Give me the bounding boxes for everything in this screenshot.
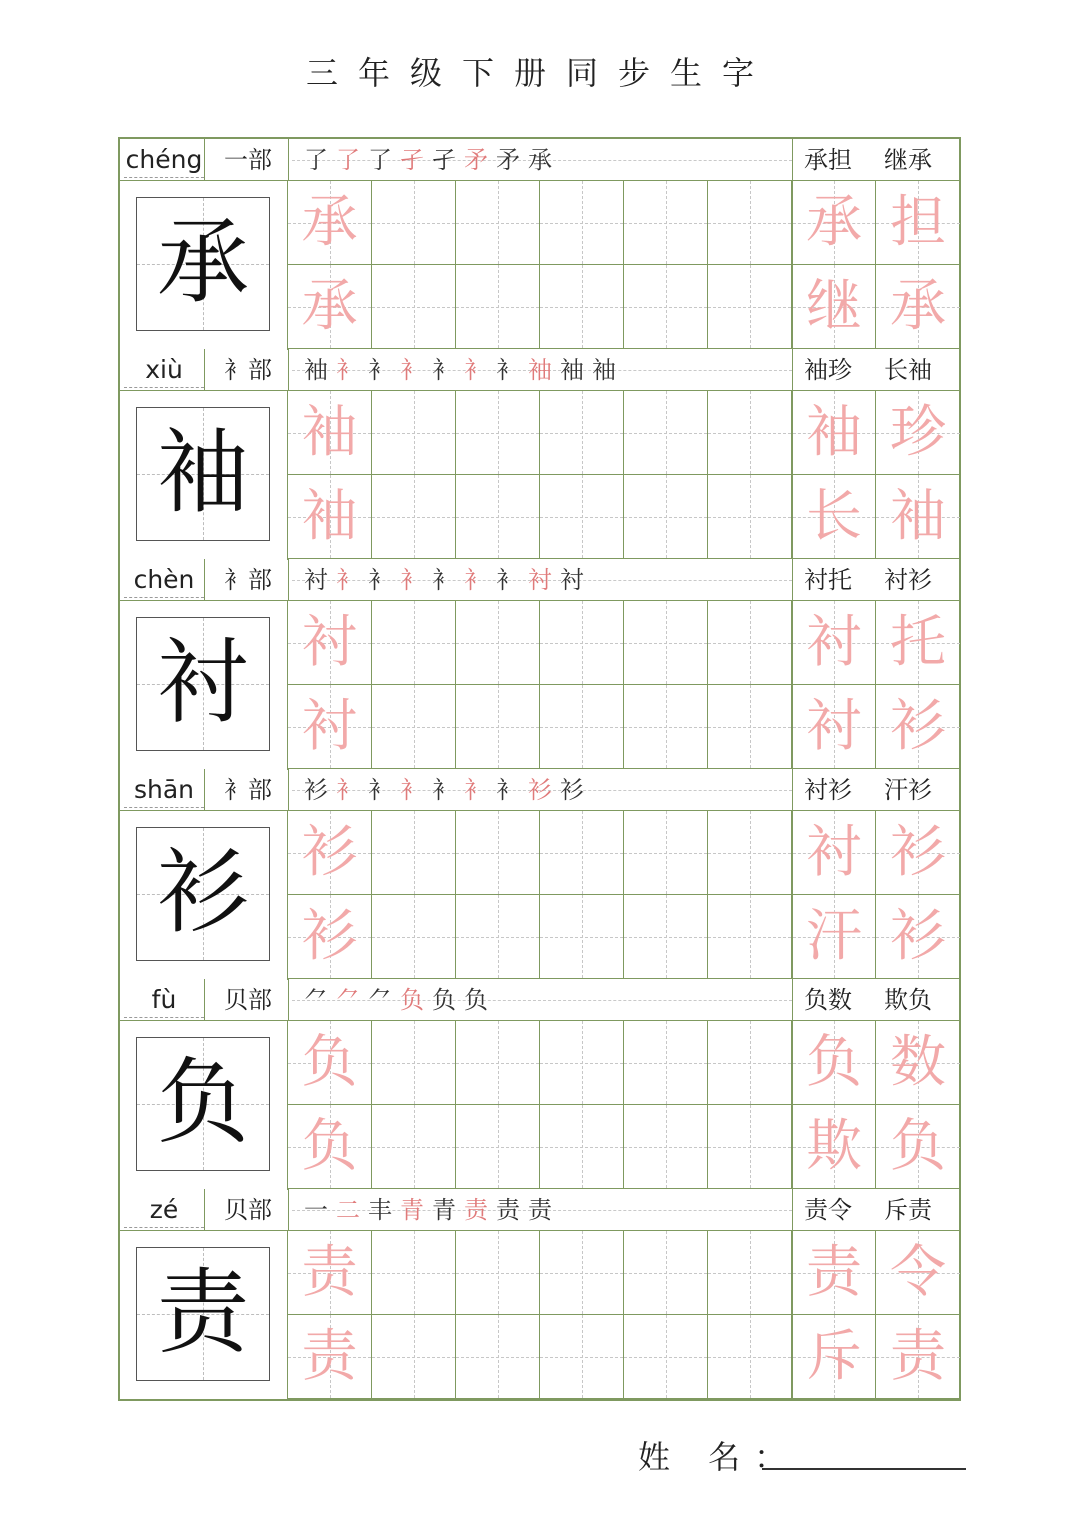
stroke-step: 衬 bbox=[304, 566, 334, 594]
practice-cell[interactable] bbox=[708, 1315, 792, 1399]
model-character-area bbox=[120, 391, 288, 560]
practice-cell[interactable] bbox=[708, 475, 792, 559]
stroke-step: 衤 bbox=[400, 566, 430, 594]
practice-cell[interactable] bbox=[624, 811, 708, 895]
character-block bbox=[120, 979, 959, 1190]
character-block bbox=[120, 349, 959, 560]
model-character: 负 bbox=[156, 1049, 249, 1156]
trace-character: 衬 bbox=[301, 694, 358, 759]
practice-cell[interactable] bbox=[540, 1231, 624, 1315]
trace-word-character: 衫 bbox=[890, 904, 946, 969]
pinyin-label: fù bbox=[124, 982, 204, 1018]
practice-cell[interactable] bbox=[708, 685, 792, 769]
trace-character: 负 bbox=[301, 1030, 358, 1095]
word-list bbox=[796, 559, 959, 601]
stroke-step: 丰 bbox=[368, 1196, 398, 1224]
practice-cell[interactable] bbox=[372, 391, 456, 475]
stroke-step: 负 bbox=[432, 986, 462, 1014]
trace-word-character: 汗 bbox=[806, 904, 862, 969]
practice-cell[interactable] bbox=[372, 475, 456, 559]
practice-cell[interactable] bbox=[624, 1315, 708, 1399]
trace-character: 负 bbox=[301, 1114, 358, 1179]
model-character-box bbox=[136, 827, 270, 961]
practice-cell[interactable] bbox=[456, 601, 540, 685]
practice-cell[interactable] bbox=[792, 265, 876, 349]
trace-word-character: 衫 bbox=[890, 820, 946, 885]
name-label: 姓 名： bbox=[638, 1438, 801, 1476]
practice-cell[interactable] bbox=[372, 1105, 456, 1189]
stroke-step: 青 bbox=[400, 1196, 430, 1224]
practice-cell[interactable] bbox=[708, 265, 792, 349]
word-2: 衬衫 bbox=[884, 566, 932, 594]
practice-cell[interactable] bbox=[288, 1231, 372, 1315]
stroke-step: 衫 bbox=[560, 776, 590, 804]
model-character-area bbox=[120, 181, 288, 350]
stroke-order bbox=[292, 559, 792, 601]
trace-character: 责 bbox=[301, 1240, 358, 1305]
word-2: 欺负 bbox=[884, 986, 932, 1014]
practice-cell[interactable] bbox=[624, 1231, 708, 1315]
stroke-step: ⺈ bbox=[304, 986, 334, 1014]
practice-cell[interactable] bbox=[876, 181, 960, 265]
practice-cell[interactable] bbox=[792, 181, 876, 265]
stroke-step: 了 bbox=[336, 146, 366, 174]
stroke-step: 袖 bbox=[304, 356, 334, 384]
word-1: 衬衫 bbox=[804, 776, 852, 804]
word-1: 衬托 bbox=[804, 566, 852, 594]
practice-cell[interactable] bbox=[792, 475, 876, 559]
practice-cell[interactable] bbox=[624, 475, 708, 559]
practice-cell[interactable] bbox=[540, 181, 624, 265]
model-character: 承 bbox=[156, 209, 249, 316]
trace-word-character: 数 bbox=[890, 1030, 946, 1095]
practice-cell[interactable] bbox=[540, 475, 624, 559]
practice-cell[interactable] bbox=[624, 265, 708, 349]
practice-cell[interactable] bbox=[372, 895, 456, 979]
practice-cell[interactable] bbox=[456, 1231, 540, 1315]
stroke-step: 负 bbox=[464, 986, 494, 1014]
practice-cell[interactable] bbox=[876, 391, 960, 475]
trace-word-character: 令 bbox=[890, 1240, 946, 1305]
practice-cell[interactable] bbox=[708, 811, 792, 895]
stroke-step: 矛 bbox=[496, 146, 526, 174]
stroke-step: 衤 bbox=[400, 356, 430, 384]
radical-label: 贝部 bbox=[224, 986, 272, 1014]
stroke-step: 袖 bbox=[528, 356, 558, 384]
stroke-step: 衤 bbox=[432, 776, 462, 804]
trace-character: 袖 bbox=[301, 400, 358, 465]
trace-word-character: 担 bbox=[890, 190, 946, 255]
word-list bbox=[796, 1189, 959, 1231]
stroke-step: 衤 bbox=[368, 776, 398, 804]
stroke-step: 衤 bbox=[496, 566, 526, 594]
stroke-step: 衤 bbox=[336, 776, 366, 804]
word-list bbox=[796, 979, 959, 1021]
trace-word-character: 斥 bbox=[806, 1324, 862, 1389]
practice-cell[interactable] bbox=[792, 685, 876, 769]
practice-cell[interactable] bbox=[288, 895, 372, 979]
practice-cell[interactable] bbox=[624, 685, 708, 769]
character-block bbox=[120, 559, 959, 770]
practice-cell[interactable] bbox=[876, 601, 960, 685]
pinyin-label: chèn bbox=[124, 562, 204, 598]
model-character-box bbox=[136, 617, 270, 751]
practice-cell[interactable] bbox=[876, 811, 960, 895]
model-character-area bbox=[120, 811, 288, 980]
practice-cell[interactable] bbox=[456, 811, 540, 895]
stroke-step: 了 bbox=[368, 146, 398, 174]
trace-character: 承 bbox=[301, 190, 358, 255]
practice-cell[interactable] bbox=[792, 1105, 876, 1189]
stroke-step: 衬 bbox=[528, 566, 558, 594]
practice-cell[interactable] bbox=[288, 1315, 372, 1399]
stroke-order bbox=[292, 349, 792, 391]
character-block bbox=[120, 769, 959, 980]
header-row bbox=[120, 559, 959, 601]
practice-cell[interactable] bbox=[456, 1105, 540, 1189]
word-1: 袖珍 bbox=[804, 356, 852, 384]
practice-cell[interactable] bbox=[372, 1315, 456, 1399]
practice-cell[interactable] bbox=[624, 181, 708, 265]
practice-cell[interactable] bbox=[876, 475, 960, 559]
practice-cell[interactable] bbox=[624, 1021, 708, 1105]
word-2: 继承 bbox=[884, 146, 932, 174]
stroke-step: 衤 bbox=[368, 356, 398, 384]
practice-cell[interactable] bbox=[372, 811, 456, 895]
practice-cell[interactable] bbox=[876, 265, 960, 349]
practice-cell[interactable] bbox=[624, 601, 708, 685]
stroke-step: ⺈ bbox=[336, 986, 366, 1014]
model-character-box bbox=[136, 407, 270, 541]
stroke-step: 衤 bbox=[432, 566, 462, 594]
name-input-line[interactable] bbox=[762, 1468, 966, 1470]
trace-character: 责 bbox=[301, 1324, 358, 1389]
trace-word-character: 托 bbox=[890, 610, 946, 675]
practice-cell[interactable] bbox=[372, 265, 456, 349]
practice-cell[interactable] bbox=[456, 475, 540, 559]
practice-cell[interactable] bbox=[876, 685, 960, 769]
practice-cell[interactable] bbox=[372, 1021, 456, 1105]
word-2: 长袖 bbox=[884, 356, 932, 384]
stroke-step: 衤 bbox=[336, 566, 366, 594]
word-list bbox=[796, 139, 959, 181]
practice-cell[interactable] bbox=[792, 811, 876, 895]
model-character-area bbox=[120, 601, 288, 770]
pinyin-label: zé bbox=[124, 1192, 204, 1228]
practice-cell[interactable] bbox=[372, 685, 456, 769]
model-character-box bbox=[136, 1247, 270, 1381]
radical-label: 贝部 bbox=[224, 1196, 272, 1224]
stroke-step: 承 bbox=[528, 146, 558, 174]
stroke-step: 衤 bbox=[400, 776, 430, 804]
trace-word-character: 欺 bbox=[806, 1114, 862, 1179]
stroke-step: 责 bbox=[496, 1196, 526, 1224]
trace-word-character: 衬 bbox=[806, 694, 862, 759]
word-1: 负数 bbox=[804, 986, 852, 1014]
word-1: 承担 bbox=[804, 146, 852, 174]
practice-cell[interactable] bbox=[792, 391, 876, 475]
trace-word-character: 负 bbox=[806, 1030, 862, 1095]
practice-cell[interactable] bbox=[540, 601, 624, 685]
practice-cell[interactable] bbox=[288, 475, 372, 559]
stroke-step: 衤 bbox=[464, 566, 494, 594]
pinyin-label: shān bbox=[124, 772, 204, 808]
stroke-step: 衤 bbox=[464, 776, 494, 804]
trace-word-character: 衫 bbox=[890, 694, 946, 759]
header-row bbox=[120, 139, 959, 181]
stroke-order bbox=[292, 979, 792, 1021]
practice-cell[interactable] bbox=[456, 391, 540, 475]
pinyin-label: chéng bbox=[124, 142, 204, 178]
practice-cell[interactable] bbox=[540, 1315, 624, 1399]
stroke-step: 衫 bbox=[528, 776, 558, 804]
stroke-step: 责 bbox=[464, 1196, 494, 1224]
stroke-step: 袖 bbox=[560, 356, 590, 384]
header-row bbox=[120, 349, 959, 391]
practice-cell[interactable] bbox=[540, 811, 624, 895]
practice-cell[interactable] bbox=[288, 1021, 372, 1105]
practice-cell[interactable] bbox=[456, 685, 540, 769]
practice-cell[interactable] bbox=[540, 1021, 624, 1105]
practice-cell[interactable] bbox=[540, 391, 624, 475]
practice-cell[interactable] bbox=[288, 811, 372, 895]
word-1: 责令 bbox=[804, 1196, 852, 1224]
practice-cell[interactable] bbox=[372, 181, 456, 265]
practice-cell[interactable] bbox=[708, 391, 792, 475]
model-character-area bbox=[120, 1021, 288, 1190]
word-2: 汗衫 bbox=[884, 776, 932, 804]
stroke-step: 二 bbox=[336, 1196, 366, 1224]
trace-word-character: 长 bbox=[806, 484, 862, 549]
stroke-order bbox=[292, 139, 792, 181]
practice-cell[interactable] bbox=[540, 685, 624, 769]
trace-word-character: 袖 bbox=[806, 400, 862, 465]
trace-character: 衫 bbox=[301, 904, 358, 969]
header-row bbox=[120, 1189, 959, 1231]
trace-word-character: 珍 bbox=[890, 400, 946, 465]
practice-cell[interactable] bbox=[288, 1105, 372, 1189]
practice-cell[interactable] bbox=[372, 601, 456, 685]
practice-cell[interactable] bbox=[792, 601, 876, 685]
stroke-step: 责 bbox=[528, 1196, 558, 1224]
trace-word-character: 承 bbox=[806, 190, 862, 255]
trace-word-character: 衬 bbox=[806, 610, 862, 675]
stroke-step: 孑 bbox=[400, 146, 430, 174]
practice-cell[interactable] bbox=[540, 895, 624, 979]
trace-word-character: 责 bbox=[890, 1324, 946, 1389]
practice-cell[interactable] bbox=[792, 1315, 876, 1399]
header-row bbox=[120, 979, 959, 1021]
stroke-step: ⺈ bbox=[368, 986, 398, 1014]
stroke-step: 衤 bbox=[464, 356, 494, 384]
header-row bbox=[120, 769, 959, 811]
practice-cell[interactable] bbox=[456, 895, 540, 979]
practice-cell[interactable] bbox=[456, 265, 540, 349]
trace-word-character: 袖 bbox=[890, 484, 946, 549]
practice-cell[interactable] bbox=[876, 1105, 960, 1189]
stroke-step: 了 bbox=[304, 146, 334, 174]
radical-label: 衤部 bbox=[224, 776, 272, 804]
practice-cell[interactable] bbox=[624, 1105, 708, 1189]
trace-word-character: 继 bbox=[806, 274, 862, 339]
stroke-step: 衤 bbox=[432, 356, 462, 384]
practice-cell[interactable] bbox=[876, 895, 960, 979]
word-list bbox=[796, 349, 959, 391]
stroke-step: 衤 bbox=[496, 776, 526, 804]
trace-word-character: 负 bbox=[890, 1114, 946, 1179]
practice-cell[interactable] bbox=[456, 1315, 540, 1399]
model-character-box bbox=[136, 1037, 270, 1171]
practice-cell[interactable] bbox=[792, 1021, 876, 1105]
practice-cell[interactable] bbox=[372, 1231, 456, 1315]
practice-cell[interactable] bbox=[624, 895, 708, 979]
stroke-step: 衫 bbox=[304, 776, 334, 804]
stroke-step: 衤 bbox=[336, 356, 366, 384]
practice-cell[interactable] bbox=[708, 1105, 792, 1189]
stroke-step: 矛 bbox=[464, 146, 494, 174]
word-list bbox=[796, 769, 959, 811]
practice-cell[interactable] bbox=[288, 181, 372, 265]
model-character-box bbox=[136, 197, 270, 331]
practice-sheet bbox=[118, 137, 961, 1401]
character-block bbox=[120, 139, 959, 350]
practice-cell[interactable] bbox=[540, 1105, 624, 1189]
trace-word-character: 衬 bbox=[806, 820, 862, 885]
stroke-step: 一 bbox=[304, 1196, 334, 1224]
practice-cell[interactable] bbox=[792, 1231, 876, 1315]
practice-cell[interactable] bbox=[708, 895, 792, 979]
trace-character: 袖 bbox=[301, 484, 358, 549]
practice-cell[interactable] bbox=[624, 391, 708, 475]
practice-cell[interactable] bbox=[456, 181, 540, 265]
stroke-step: 袖 bbox=[592, 356, 622, 384]
practice-cell[interactable] bbox=[288, 685, 372, 769]
stroke-step: 青 bbox=[432, 1196, 462, 1224]
trace-character: 衫 bbox=[301, 820, 358, 885]
stroke-step: 衤 bbox=[368, 566, 398, 594]
practice-cell[interactable] bbox=[876, 1315, 960, 1399]
stroke-step: 衬 bbox=[560, 566, 590, 594]
practice-cell[interactable] bbox=[708, 1021, 792, 1105]
practice-cell[interactable] bbox=[708, 601, 792, 685]
trace-character: 承 bbox=[301, 274, 358, 339]
practice-cell[interactable] bbox=[708, 181, 792, 265]
radical-label: 一部 bbox=[224, 146, 272, 174]
page-title: 三年级下册同步生字 bbox=[305, 54, 774, 92]
stroke-order bbox=[292, 769, 792, 811]
practice-cell[interactable] bbox=[876, 1021, 960, 1105]
model-character: 责 bbox=[156, 1259, 249, 1366]
practice-cell[interactable] bbox=[288, 391, 372, 475]
practice-cell[interactable] bbox=[540, 265, 624, 349]
stroke-step: 孑 bbox=[432, 146, 462, 174]
practice-cell[interactable] bbox=[876, 1231, 960, 1315]
model-character: 衬 bbox=[156, 629, 249, 736]
trace-word-character: 承 bbox=[890, 274, 946, 339]
model-character: 袖 bbox=[156, 419, 249, 526]
model-character-area bbox=[120, 1231, 288, 1400]
radical-label: 衤部 bbox=[224, 356, 272, 384]
practice-cell[interactable] bbox=[792, 895, 876, 979]
character-block bbox=[120, 1189, 959, 1400]
radical-label: 衤部 bbox=[224, 566, 272, 594]
practice-cell[interactable] bbox=[456, 1021, 540, 1105]
model-character: 衫 bbox=[156, 839, 249, 946]
stroke-order bbox=[292, 1189, 792, 1231]
stroke-step: 衤 bbox=[496, 356, 526, 384]
pinyin-label: xiù bbox=[124, 352, 204, 388]
practice-cell[interactable] bbox=[288, 601, 372, 685]
trace-character: 衬 bbox=[301, 610, 358, 675]
word-2: 斥责 bbox=[884, 1196, 932, 1224]
trace-word-character: 责 bbox=[806, 1240, 862, 1305]
stroke-step: 负 bbox=[400, 986, 430, 1014]
practice-cell[interactable] bbox=[708, 1231, 792, 1315]
practice-cell[interactable] bbox=[288, 265, 372, 349]
